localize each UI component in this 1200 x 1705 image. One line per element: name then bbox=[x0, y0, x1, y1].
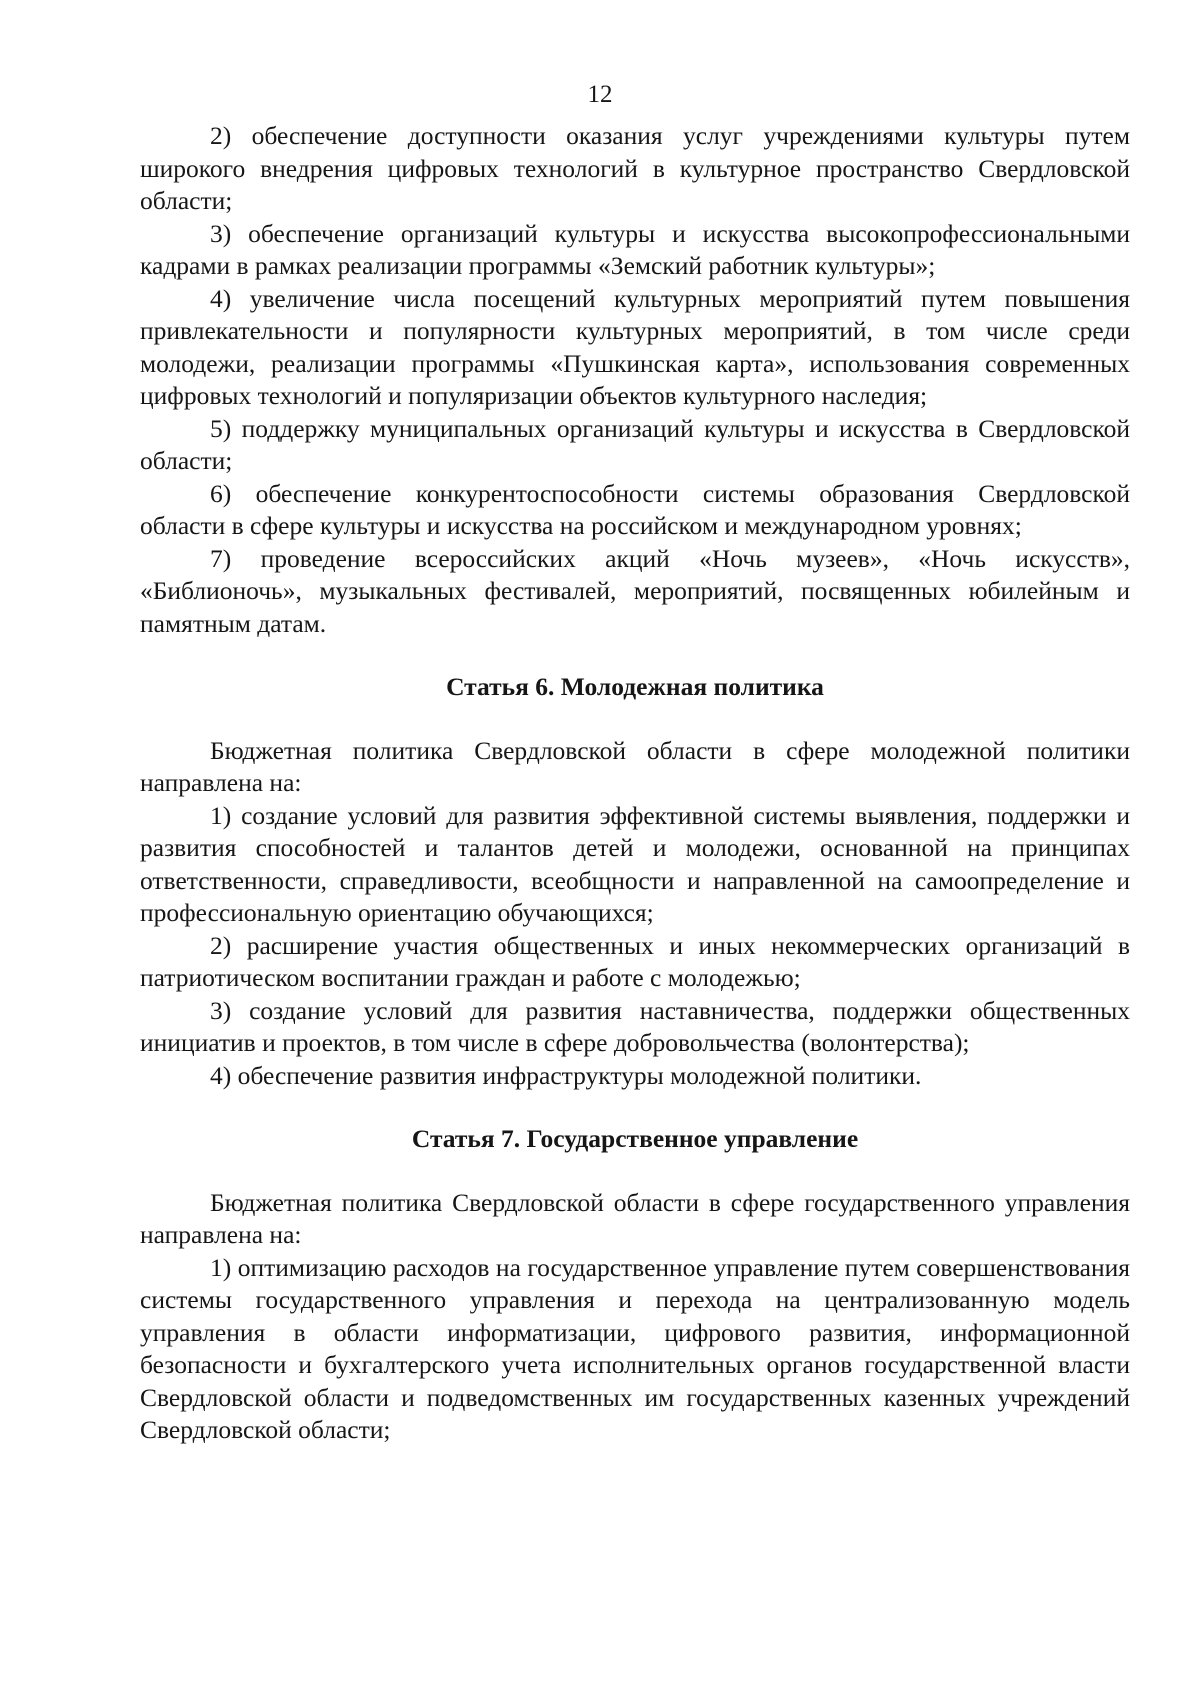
article-7-intro: Бюджетная политика Свердловской области в сфере государственного управления направлена на: bbox=[140, 1187, 1130, 1249]
document-body bbox=[140, 120, 1130, 1447]
article-7-heading: Статья 7. Государственное управление bbox=[411, 1124, 859, 1153]
list-item: 4) увеличение числа посещений культурных мероприятий путем повышения привлекательности и популярности культурных мероприятий, в том числе среди молодежи, реализации программы «Пушкинская карта», использования современных цифровых технологий и популяризации объектов культурного наследия; bbox=[140, 283, 1130, 410]
list-item: 1) оптимизацию расходов на государственное управление путем совершенствования системы государственного управления и перехода на централизованную модель управления в области информатизации, цифрового развития, информационной безопасности и бухгалтерского учета исполнительных органов государственной власти Свердловской области и подведомственных им государственных казенных учреждений Свердловской области; bbox=[140, 1252, 1130, 1444]
list-item: 3) создание условий для развития наставничества, поддержки общественных инициатив и проектов, в том числе в сфере добровольчества (волонтерства); bbox=[140, 995, 1130, 1057]
article-6-intro: Бюджетная политика Свердловской области в сфере молодежной политики направлена на: bbox=[140, 735, 1130, 797]
list-item: 5) поддержку муниципальных организаций культуры и искусства в Свердловской области; bbox=[140, 413, 1130, 475]
list-item: 1) создание условий для развития эффективной системы выявления, поддержки и развития способностей и талантов детей и молодежи, основанной на принципах ответственности, справедливости, всеобщности и направленной на самоопределение и профессиональную ориентацию обучающихся; bbox=[140, 800, 1130, 927]
list-item: 3) обеспечение организаций культуры и искусства высокопрофессиональными кадрами в рамках реализации программы «Земский работник культуры»; bbox=[140, 218, 1130, 280]
article-6-heading: Статья 6. Молодежная политика bbox=[446, 672, 824, 701]
list-item: 2) обеспечение доступности оказания услуг учреждениями культуры путем широкого внедрения цифровых технологий в культурное пространство Свердловской области; bbox=[140, 121, 1130, 215]
list-item: 6) обеспечение конкурентоспособности системы образования Свердловской области в сфере культуры и искусства на российском и международном уровнях; bbox=[140, 478, 1130, 540]
list-item: 7) проведение всероссийских акций «Ночь музеев», «Ночь искусств», «Библионочь», музыкальных фестивалей, мероприятий, посвященных юбилейным и памятным датам. bbox=[140, 543, 1130, 638]
page-number: 12 bbox=[587, 81, 613, 108]
list-item: 4) обеспечение развития инфраструктуры молодежной политики. bbox=[210, 1060, 922, 1090]
list-item: 2) расширение участия общественных и иных некоммерческих организаций в патриотическом воспитании граждан и работе с молодежью; bbox=[140, 930, 1130, 992]
